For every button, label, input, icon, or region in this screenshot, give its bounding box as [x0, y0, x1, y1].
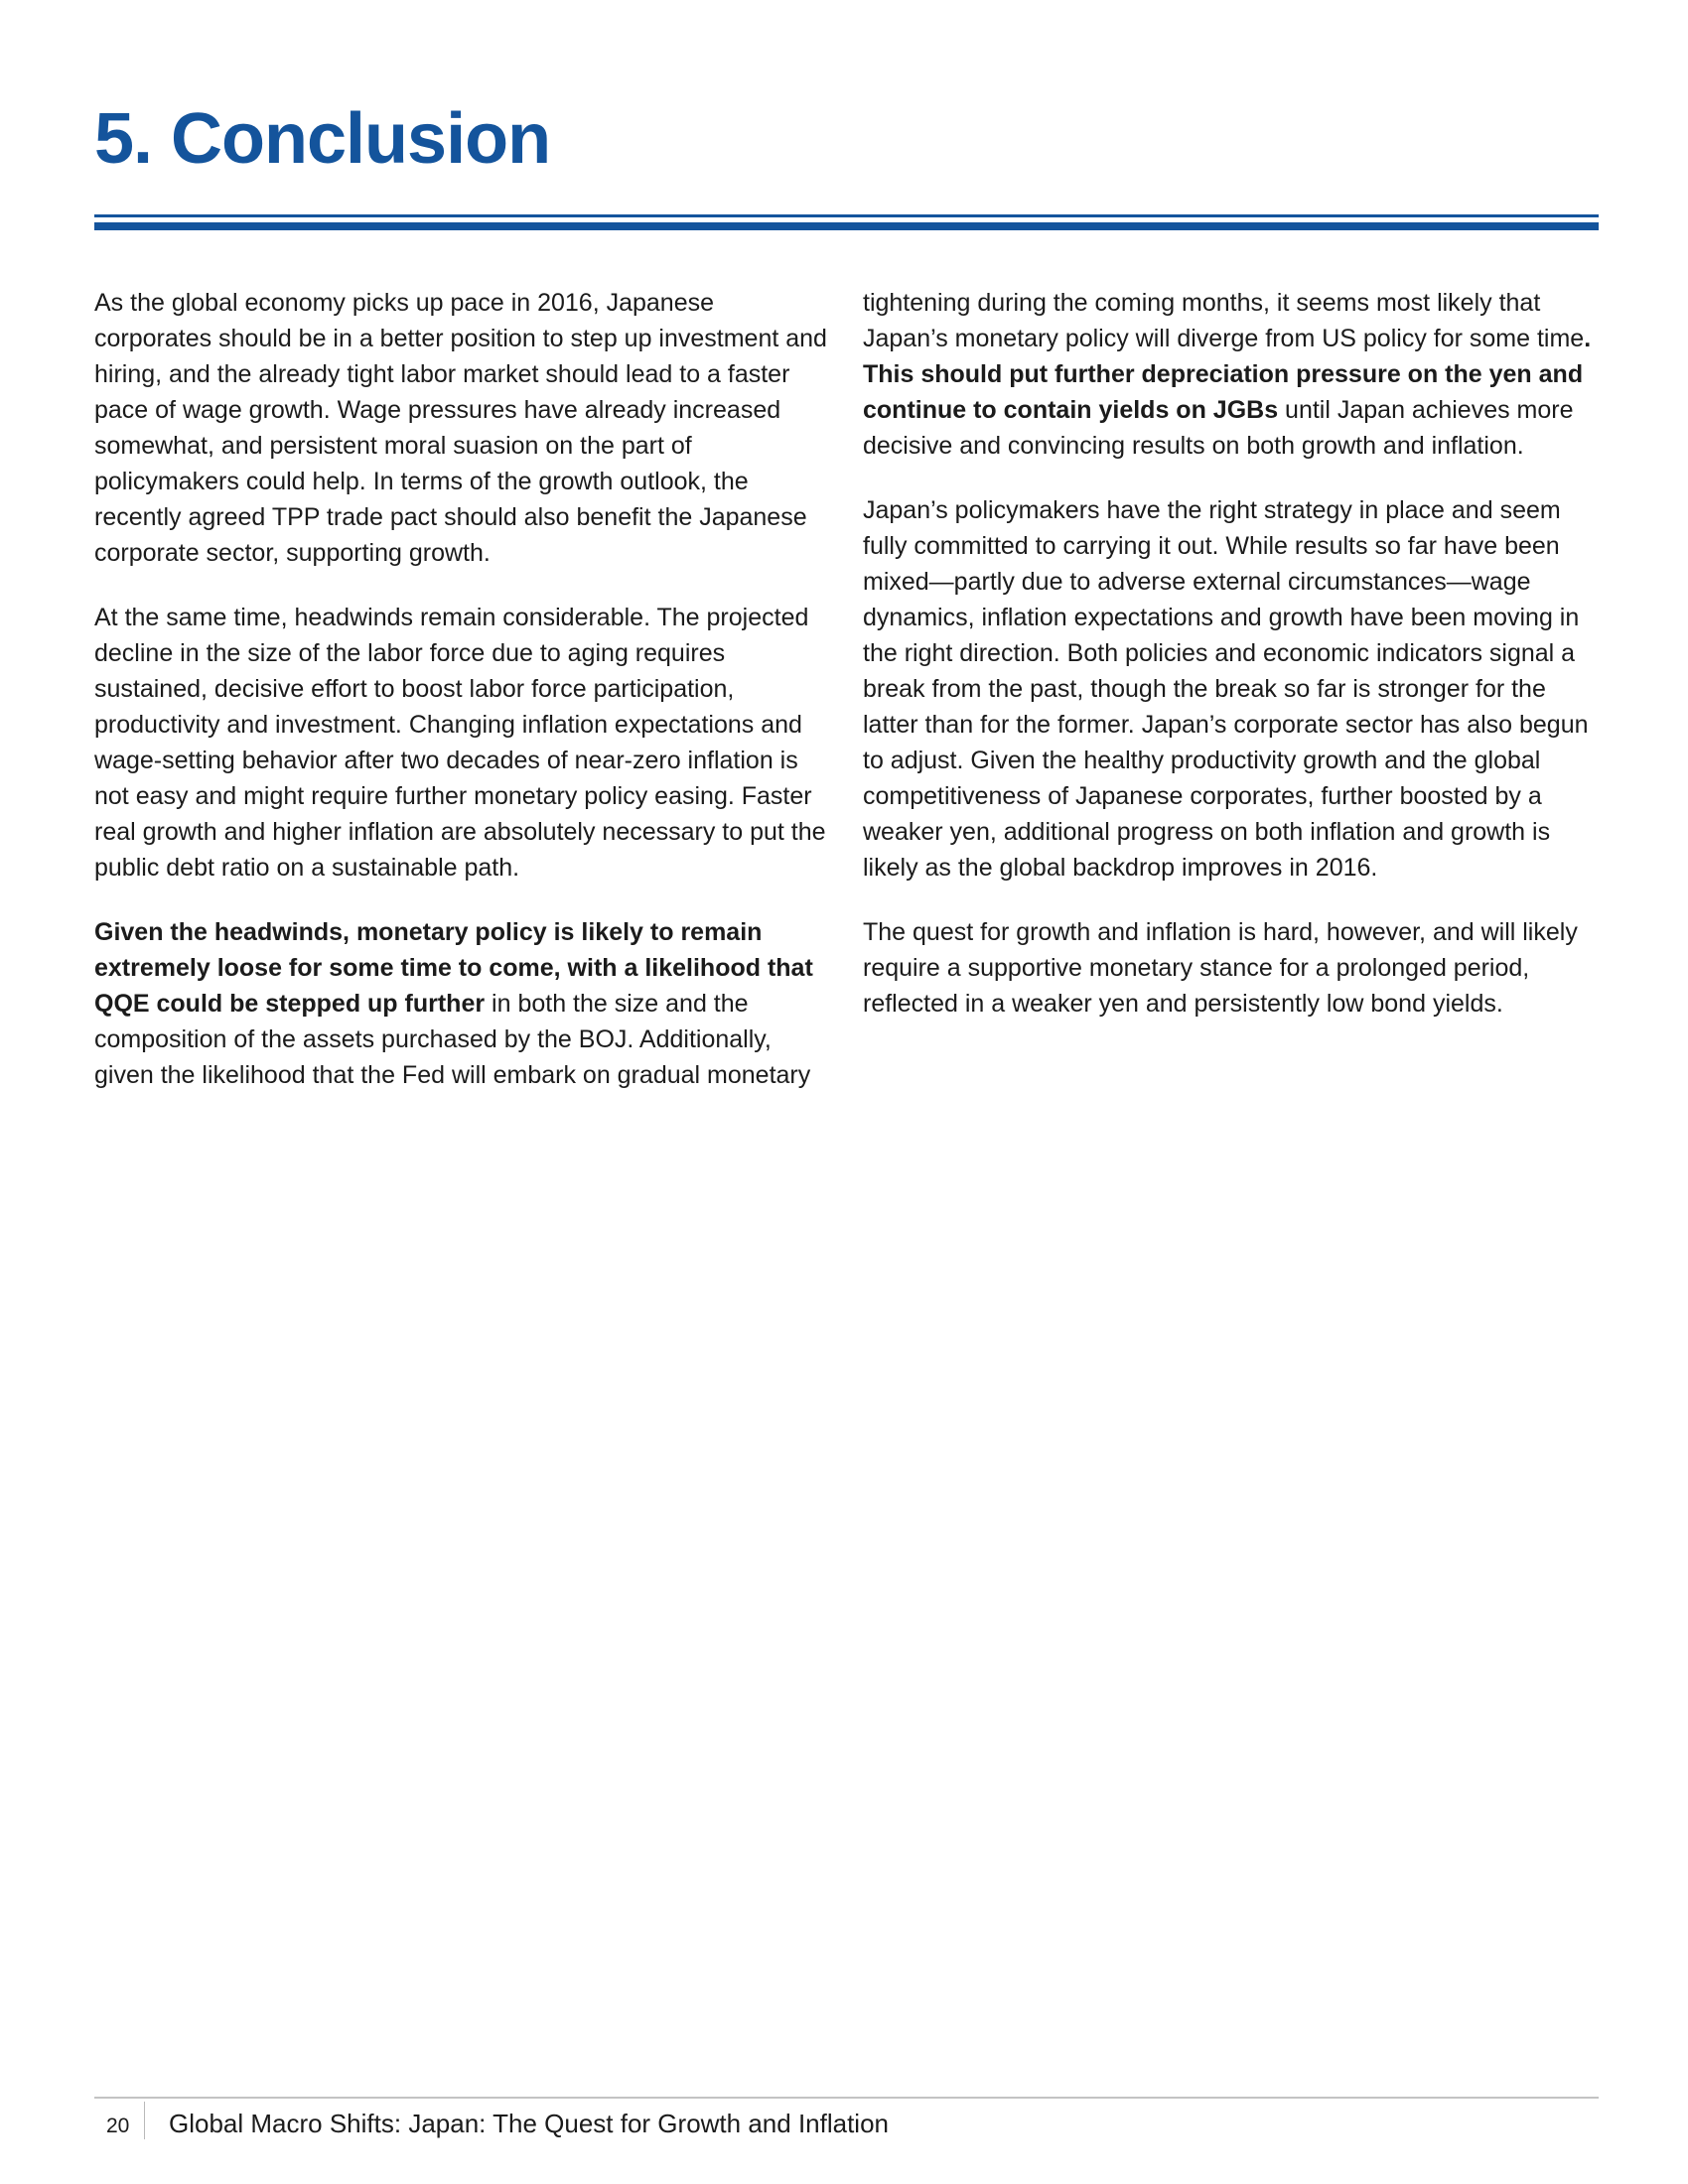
heading-divider: [94, 214, 1599, 230]
text-run: tightening during the coming months, it seems most likely that Japan’s monetary policy will diverge from US policy for some time: [863, 289, 1585, 352]
text-run: in both the size and the composition of the assets purchased by the BOJ. Additionally, given the likelihood that the Fed will embark on gradual monetary: [94, 990, 811, 1089]
body-columns: [94, 285, 1599, 1093]
paragraph: [94, 914, 830, 1093]
text-run: Japan’s policymakers have the right strategy in place and seem fully committed to carrying it out. While results so far have been mixed—partly due to adverse external circumstances—wage dynamics, inflation expectations and growth have been moving in the right direction. Both policies and economic indicators signal a break from the past, though the break so far is stronger for the latter than for the former. Japan’s corporate sector has also begun to adjust. Given the healthy productivity growth and the global competitiveness of Japanese corporates, further boosted by a weaker yen, additional progress on both inflation and growth is likely as the global backdrop improves in 2016.: [863, 496, 1589, 882]
text-run: As the global economy picks up pace in 2016, Japanese corporates should be in a better position to step up investment and hiring, and the already tight labor market should lead to a faster pace of wage growth. Wage pressures have already increased somewhat, and persistent moral suasion on the part of policymakers could help. In terms of the growth outlook, the recently agreed TPP trade pact should also benefit the Japanese corporate sector, supporting growth.: [94, 289, 827, 567]
paragraph: [94, 600, 830, 886]
paragraph: [863, 285, 1599, 464]
footer-divider: [144, 2102, 145, 2139]
paragraph: [863, 914, 1599, 1022]
page-number: 20: [106, 2115, 130, 2137]
footer-title: Global Macro Shifts: Japan: The Quest for Growth and Inflation: [169, 2109, 890, 2138]
text-run: until Japan achieves more decisive and convincing results on both growth and inflation.: [863, 396, 1574, 460]
bold-text-run: . This should put further depreciation pressure on the yen and continue to contain yields on JGBs: [863, 325, 1592, 424]
paragraph: [94, 285, 830, 571]
text-run: The quest for growth and inflation is hard, however, and will likely require a supportive monetary stance for a prolonged period, reflected in a weaker yen and persistently low bond yields.: [863, 918, 1578, 1018]
footer-rule: [94, 2097, 1599, 2099]
text-run: At the same time, headwinds remain considerable. The projected decline in the size of the labor force due to aging requires sustained, decisive effort to boost labor force participation, productivity and investment. Changing inflation expectations and wage-setting behavior after two decades of near-zero inflation is not easy and might require further monetary policy easing. Faster real growth and higher inflation are absolutely necessary to put the public debt ratio on a sustainable path.: [94, 604, 826, 882]
left-column: [94, 285, 830, 1093]
bold-text-run: Given the headwinds, monetary policy is likely to remain extremely loose for some time to come, with a likelihood that QQE could be stepped up further: [94, 918, 813, 1018]
paragraph: [863, 492, 1599, 886]
page-footer: [94, 2102, 1599, 2145]
right-column: [863, 285, 1599, 1093]
section-heading: 5. Conclusion: [94, 99, 551, 179]
